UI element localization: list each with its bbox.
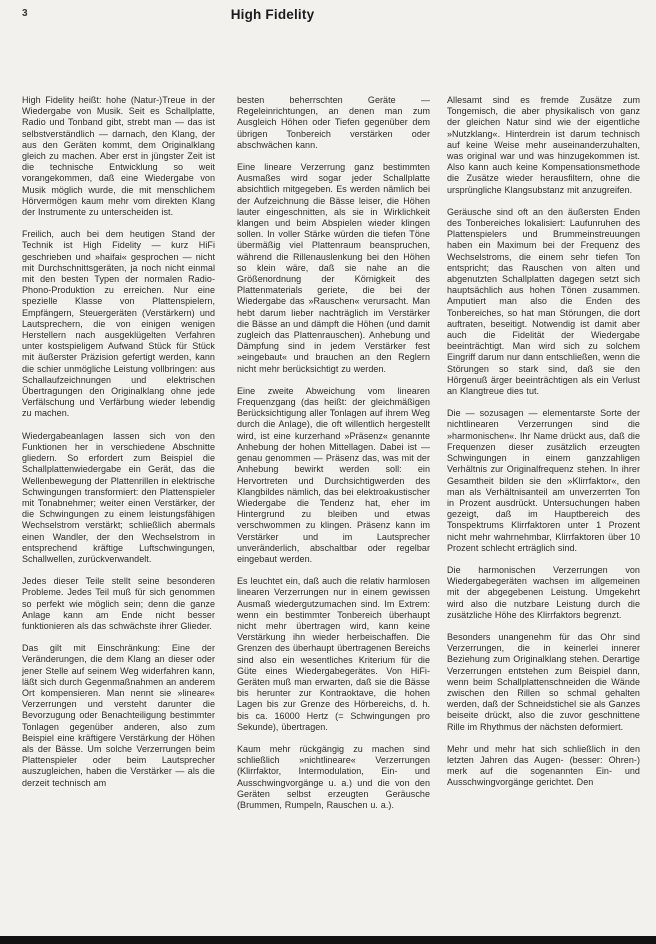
page-number: 3 xyxy=(22,8,28,19)
paragraph: Das gilt mit Einschränkung: Eine der Veränderungen, die dem Klang an dieser oder jener Stelle auf seinem Weg widerfahren kann, läßt sich durch Gegenmaßnahmen an anderem Ort kompensieren. Man nennt sie »lineare« Verzerrungen und versteht darunter die Bevorzugung oder Benachteiligung bestimmter Tonlagen gegenüber anderen, also zum Beispiel eine kräftigere Verstärkung der Höhen als der Bässe. Um solche Verzerrungen beim Plattenspieler oder beim Lautsprecher auszugleichen, haben die Verstärker — als die derzeit technisch am xyxy=(22,643,215,788)
paragraph: Mehr und mehr hat sich schließlich in den letzten Jahren das Augen- (besser: Ohren-) merk auf die sogenannten Ein- und Ausschwingvorgänge gerichtet. Den xyxy=(447,743,640,788)
page-title: High Fidelity xyxy=(230,7,315,22)
paragraph: Wiedergabeanlagen lassen sich von den Funktionen her in verschiedene Abschnitte gliedern. So erfordert zum Beispiel die Schallplattenwiedergabe ein Gerät, das die Wellenbewegung der Plattenrillen in elektrische Schwingungen transformiert: den Plattenspieler mit Tonabnehmer; weiter einen Verstärker, der die Schwingungen zu einem leistungsfähigen Wechselstrom verstärkt; schließlich abermals einen Wandler, der den Wechselstrom in entsprechend kräftige Luftschwingungen, Schallwellen, zurückverwandelt. xyxy=(22,430,215,564)
paragraph: besten beherrschten Geräte — Regeleinrichtungen, an denen man zum Ausgleich Höhen oder Tiefen gegenüber dem übrigen Tonbereich verstärken oder abschwächen kann. xyxy=(237,95,430,150)
paragraph: Die harmonischen Verzerrungen von Wiedergabegeräten wachsen im allgemeinen mit der abgegebenen Leistung. Umgekehrt wird also die nutzbare Leistung durch die zusätzliche Höhe des Klirrfaktors begrenzt. xyxy=(447,564,640,620)
paragraph: High Fidelity heißt: hohe (Natur-)Treue in der Wiedergabe von Musik. Seit es Schallplatte, Radio und Tonband gibt, strebt man — das ist selbstverständlich — darnach, den Klang, der aus den Geräten kommt, dem Originalklang gleich zu machen. Aber erst in jüngster Zeit ist die technische Entwicklung so weit vorangekommen, daß eine Wiedergabe von Musik möglich wurde, die mit menschlichem Hörvermögen kaum mehr vom direkten Klang der Instrumente zu unterscheiden ist. xyxy=(22,95,215,218)
paragraph: Die — sozusagen — elementarste Sorte der nichtlinearen Verzerrungen sind die »harmonischen«. Ihr Name drückt aus, daß die Frequenzen dieser zusätzlich erzeugten Schwingungen in einem ganzzahligen Verhältnis zur Originalfrequenz stehen. In ihrer Gesamtheit bilden sie den »Klirrfaktor«, den man als Verhältnisanteil am unverzerrten Ton in Prozent ausdrückt. Untersuchungen haben gezeigt, daß im Hauptbereich des Tonspektrums Klirrfaktoren unter 1 Prozent nicht mehr wahrnehmbar, Klirrfaktoren über 10 Prozent schlecht erträglich sind. xyxy=(447,408,640,553)
paragraph: Eine lineare Verzerrung ganz bestimmten Ausmaßes wird sogar jeder Schallplatte absichtlich mitgegeben. Es werden nämlich bei der Aufzeichnung die Bässe leiser, die Höhen lauter eingeschnitten, als sie in Wirklichkeit klangen und beim Abspielen wieder klingen sollen. In voller Stärke würden die tiefen Töne übermäßig viel Plattenraum beanspruchen, während die Rillenauslenkung bei den Höhen so klein wäre, daß sie nahe an die Größenordnung der Körnigkeit des Plattenmaterials geriete, die bei der Wiedergabe das »Rauschen« verursacht. Man hebt darum lieber nachträglich im Verstärker die Bässe an und dämpft die Höhen (und damit zugleich das Plattenrauschen). Anhebung und Dämpfung sind in jedem Verstärker fest »eingebaut« und brauchen an den Reglern nicht mehr berücksichtigt zu werden. xyxy=(237,162,430,374)
page-bottom-rule xyxy=(0,936,656,944)
paragraph: Es leuchtet ein, daß auch die relativ harmlosen linearen Verzerrungen nur in einem gewissen Ausmaß wiedergutzumachen sind. Im Extrem: wenn ein bestimmter Tonbereich überhaupt nicht mehr übertragen wird, kann keine Verstärkung ihn wieder herbeischaffen. Die Grenzen des überhaupt übertragenen Bereichs sind also ein wesentliches Kriterium für die Güte eines Wiedergabegerätes. Von HiFi-Geräten muß man erwarten, daß sie die Bässe bis herunter zur Kontraoktave, die hohen Lagen bis zur Grenze des Hörbereichs, d. h. bis ca. 16000 Hertz (= Schwingungen pro Sekunde), übertragen. xyxy=(237,576,430,732)
text-column-3 xyxy=(447,95,640,822)
text-column-1 xyxy=(22,95,215,822)
paragraph: Besonders unangenehm für das Ohr sind Verzerrungen, die in keinerlei innerer Beziehung zum Originalklang stehen. Derartige Verzerrungen entstehen zum Beispiel dann, wenn beim Schallplattenschneiden die Wände zwischen den Rillen so schmal gehalten werden, daß der Schneidstichel sie als Ganzes beiseite drückt, also die zuvor geschnittene Rille im Rhythmus der nächsten deformiert. xyxy=(447,631,640,732)
text-columns xyxy=(22,95,640,822)
paragraph: Kaum mehr rückgängig zu machen sind schließlich »nichtlineare« Verzerrungen (Klirrfaktor, Intermodulation, Ein- und Ausschwingvorgänge u. a.) und die von den Geräten selbst erzeugten Geräusche (Brummen, Rumpeln, Rauschen u. a.). xyxy=(237,743,430,810)
text-column-2 xyxy=(237,95,430,822)
paragraph: Eine zweite Abweichung vom linearen Frequenzgang (das heißt: der gleichmäßigen Berücksichtigung aller Tonlagen auf ihrem Weg durch die Anlage), die oft willentlich hergestellt wird, ist eine kurzerhand »Präsenz« genannte Anhebung der hohen Mittellagen. Dabei ist — genau genommen — Präsenz das, was mit der Anhebung bewirkt werden soll: ein Hervortreten und Durchsichtigwerden des Klangbildes nämlich, das bei elektroakustischer Wiedergabe die Tendenz hat, eher im Hintergrund zu bleiben und etwas verschwommen zu klingen. Präsenz kann im Verstärker und im Lautsprecher unveränderlich, abschaltbar oder regelbar eingebaut werden. xyxy=(237,385,430,564)
paragraph: Allesamt sind es fremde Zusätze zum Tongemisch, die aber physikalisch von ganz der gleichen Natur sind wie der eigentliche »Nutzklang«. Hinterdrein ist darum technisch auf keine Weise mehr auseinanderzuhalten, was original war und was hinzugekommen ist. Also kann auch keine Kompensationsmethode die Zusätze wieder herausfiltern, ohne die ursprüngliche Klangsubstanz mit anzugreifen. xyxy=(447,95,640,195)
paragraph: Geräusche sind oft an den äußersten Enden des Tonbereiches lokalisiert: Laufunruhen des Plattenspielers und Brummeinstreuungen haben ein Maximum bei der Frequenz des Wechselstroms, die einem sehr tiefen Ton entspricht; das Rauschen von alten und abgenutzten Schallplatten dagegen setzt sich hauptsächlich aus hohen Tönen zusammen. Amputiert man also die Enden des Tonbereiches, so hat man Störungen, die dort auftraten, beseitigt. Notwendig ist damit aber auch die Fidelität der Wiedergabe beeinträchtigt. Man wird sich zu solchem Eingriff darum nur dann entschließen, wenn die Störungen so stark sind, daß sie den Hörgenuß ärger beeinträchtigen als ein Verlust an Klangtreue dies tut. xyxy=(447,206,640,397)
paragraph: Freilich, auch bei dem heutigen Stand der Technik ist High Fidelity — kurz HiFi geschrieben und »haifai« gesprochen — nicht mit Durchschnittsgeräten, ja noch nicht einmal mit den besten Typen der normalen Radio-Phono-Produktion zu erreichen. Nur eine spezielle Klasse von Plattenspielern, Empfängern, Steuergeräten (Verstärkern) und Lautsprechern, die von einigen wenigen Herstellern nach ausgeklügelten Verfahren unter kostspieligem Aufwand Stück für Stück mit äußerster Präzision gefertigt werden, kann die schier unmögliche Leistung vollbringen: aus Schallaufzeichnungen und elektrischen Übertragungen den Originalklang ohne jede Verfälschung und Verfärbung wieder lebendig zu machen. xyxy=(22,229,215,419)
paragraph: Jedes dieser Teile stellt seine besonderen Probleme. Jedes Teil muß für sich genommen so perfekt wie möglich sein; denn die ganze Anlage kann am Ende nicht besser funktionieren als das schwächste ihrer Glieder. xyxy=(22,576,215,631)
